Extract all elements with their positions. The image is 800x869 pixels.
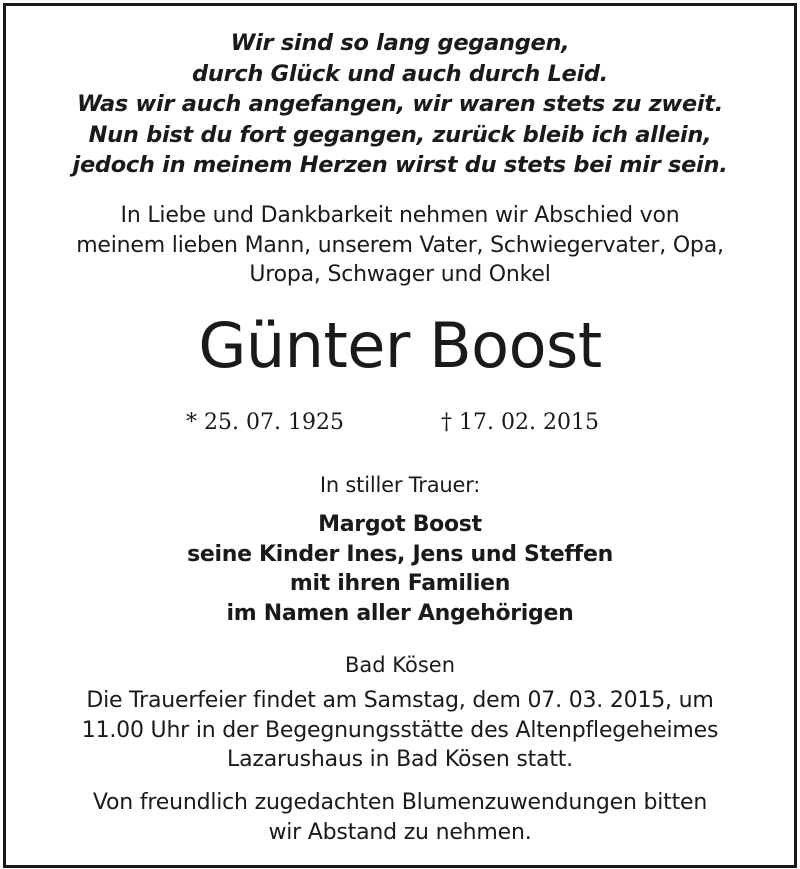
place: Bad Kösen	[344, 653, 456, 677]
mourning-label: In stiller Trauer:	[319, 473, 481, 497]
birth-date: * 25. 07. 1925	[186, 410, 344, 435]
poem-line: Was wir auch angefangen, wir waren stets zu zweit.	[77, 91, 723, 117]
mourners-list	[6, 510, 794, 628]
funeral-line: Lazarushaus in Bad Kösen statt.	[227, 747, 573, 772]
poem-line: jedoch in meinem Herzen wirst du stets bei mir sein.	[72, 152, 728, 178]
deceased-name: Günter Boost	[198, 309, 602, 382]
poem-line: Nun bist du fort gegangen, zurück bleib ich allein,	[88, 121, 712, 148]
mourner-line: im Namen aller Angehörigen	[226, 600, 574, 626]
poem	[6, 28, 794, 181]
mourner-line: Margot Boost	[318, 512, 482, 537]
flowers-line: wir Abstand zu nehmen.	[268, 819, 532, 845]
flowers-line: Von freundlich zugedachten Blumenzuwendungen bitten	[92, 790, 708, 815]
flowers-notice	[6, 788, 794, 847]
funeral-line: 11.00 Uhr in der Begegnungsstätte des Altenpflegeheimes	[81, 717, 719, 743]
funeral-notice	[6, 686, 794, 775]
mourner-line: mit ihren Familien	[289, 571, 511, 596]
mourner-line: seine Kinder Ines, Jens und Steffen	[187, 541, 613, 567]
death-date: † 17. 02. 2015	[441, 410, 599, 435]
poem-line: durch Glück und auch durch Leid.	[192, 60, 608, 87]
farewell-intro	[6, 201, 794, 290]
intro-line: In Liebe und Dankbarkeit nehmen wir Abschied von	[120, 203, 680, 228]
intro-line: meinem lieben Mann, unserem Vater, Schwiegervater, Opa,	[76, 232, 724, 258]
funeral-line: Die Trauerfeier findet am Samstag, dem 07. 03. 2015, um	[86, 688, 714, 713]
poem-line: Wir sind so lang gegangen,	[230, 30, 570, 56]
obituary-notice	[3, 3, 797, 868]
intro-line: Uropa, Schwager und Onkel	[249, 262, 551, 287]
